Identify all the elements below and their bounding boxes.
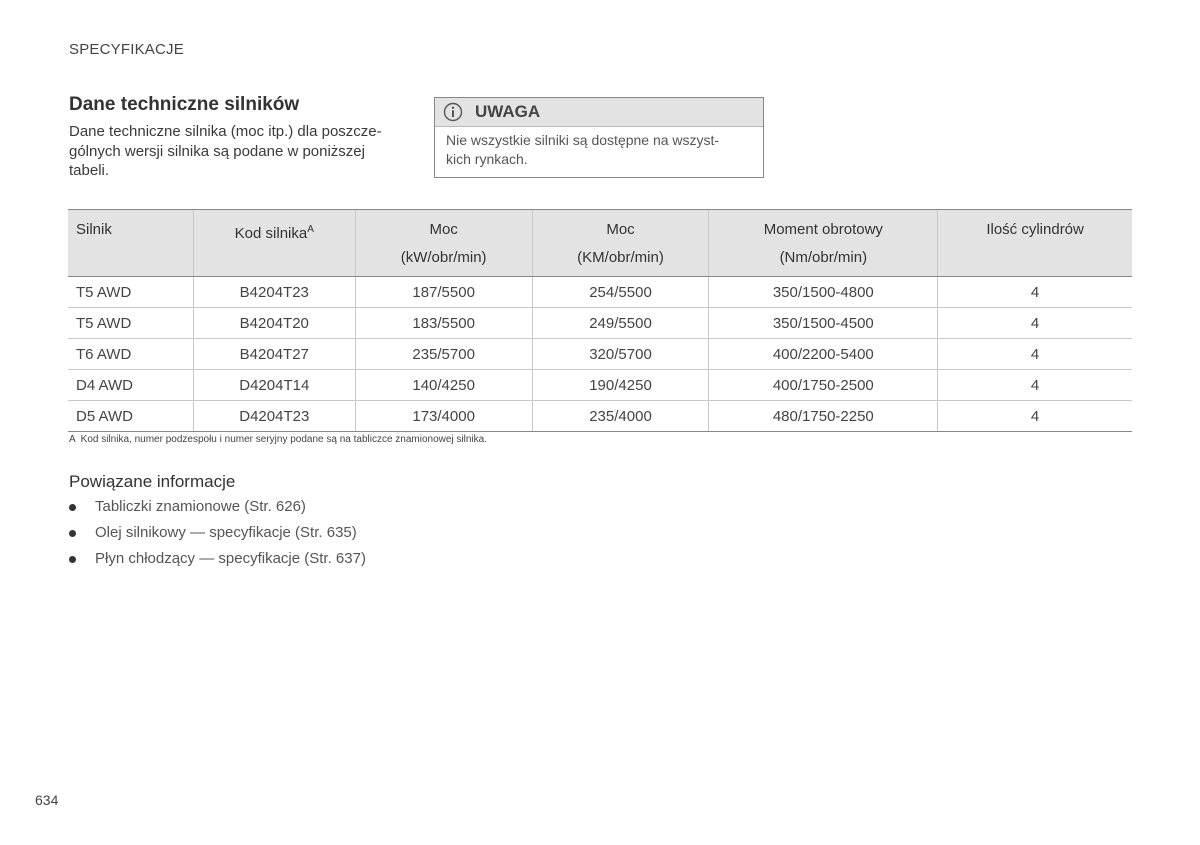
table-row bbox=[68, 277, 1132, 308]
cell-torque: 350/1500-4800 bbox=[709, 277, 938, 308]
cell-power-kw: 187/5500 bbox=[355, 277, 532, 308]
header-power-kw-line1: Moc bbox=[429, 221, 458, 238]
related-info-list bbox=[69, 494, 366, 572]
notice-line-2: kich rynkach. bbox=[446, 151, 528, 167]
cell-power-km: 190/4250 bbox=[532, 370, 709, 401]
cell-cylinders: 4 bbox=[938, 401, 1132, 432]
footnote-text: Kod silnika, numer podzespołu i numer seryjny podane są na tabliczce znamionowej silnika. bbox=[80, 434, 487, 445]
header-cylinders: Ilość cylindrów bbox=[938, 210, 1132, 277]
cell-code: B4204T27 bbox=[193, 339, 355, 370]
cell-code: B4204T23 bbox=[193, 277, 355, 308]
list-item[interactable] bbox=[69, 494, 366, 520]
header-power-km bbox=[532, 210, 709, 277]
engine-specs-table bbox=[68, 209, 1132, 432]
footnote-mark: A bbox=[69, 434, 76, 445]
cell-code: B4204T20 bbox=[193, 308, 355, 339]
list-item[interactable] bbox=[69, 546, 366, 572]
header-torque bbox=[709, 210, 938, 277]
table-row bbox=[68, 401, 1132, 432]
header-torque-line1: Moment obrotowy bbox=[763, 221, 883, 238]
intro-line-2: gólnych wersji silnika są podane w poniższej bbox=[69, 142, 365, 160]
related-link-label[interactable]: Olej silnikowy — specyfikacje (Str. 635) bbox=[95, 524, 357, 541]
cell-power-km: 320/5700 bbox=[532, 339, 709, 370]
cell-torque: 480/1750-2250 bbox=[709, 401, 938, 432]
cell-engine: T5 AWD bbox=[68, 277, 193, 308]
cell-power-kw: 173/4000 bbox=[355, 401, 532, 432]
bullet-icon bbox=[69, 556, 76, 563]
cell-cylinders: 4 bbox=[938, 339, 1132, 370]
cell-cylinders: 4 bbox=[938, 370, 1132, 401]
cell-power-kw: 140/4250 bbox=[355, 370, 532, 401]
cell-engine: D4 AWD bbox=[68, 370, 193, 401]
list-item[interactable] bbox=[69, 520, 366, 546]
notice-header bbox=[435, 98, 763, 127]
header-engine: Silnik bbox=[68, 210, 193, 277]
intro-line-3: tabeli. bbox=[69, 162, 110, 179]
cell-torque: 400/1750-2500 bbox=[709, 370, 938, 401]
table-row bbox=[68, 370, 1132, 401]
header-code-label: Kod silnika bbox=[234, 225, 308, 242]
info-circle-icon bbox=[443, 102, 463, 122]
related-link-label[interactable]: Płyn chłodzący — specyfikacje (Str. 637) bbox=[95, 550, 366, 567]
table-row bbox=[68, 339, 1132, 370]
bullet-icon bbox=[69, 530, 76, 537]
header-code bbox=[193, 210, 355, 277]
cell-engine: T5 AWD bbox=[68, 308, 193, 339]
notice-line-1: Nie wszystkie silniki są dostępne na wszyst- bbox=[446, 132, 720, 148]
header-code-footnote-mark: A bbox=[307, 224, 314, 235]
cell-code: D4204T23 bbox=[193, 401, 355, 432]
table-footnote bbox=[69, 434, 487, 445]
cell-cylinders: 4 bbox=[938, 277, 1132, 308]
header-power-km-line2: (KM/obr/min) bbox=[577, 249, 664, 266]
table-header-row bbox=[68, 210, 1132, 277]
notice-box bbox=[434, 97, 764, 178]
notice-body bbox=[435, 127, 763, 169]
page-title: Dane techniczne silników bbox=[69, 94, 300, 115]
cell-power-kw: 235/5700 bbox=[355, 339, 532, 370]
cell-engine: T6 AWD bbox=[68, 339, 193, 370]
cell-power-km: 235/4000 bbox=[532, 401, 709, 432]
header-power-kw-line2: (kW/obr/min) bbox=[400, 249, 487, 266]
section-header: SPECYFIKACJE bbox=[69, 41, 184, 58]
cell-cylinders: 4 bbox=[938, 308, 1132, 339]
cell-code: D4204T14 bbox=[193, 370, 355, 401]
related-info-section bbox=[69, 472, 366, 572]
cell-power-km: 254/5500 bbox=[532, 277, 709, 308]
notice-title: UWAGA bbox=[475, 102, 541, 121]
cell-power-km: 249/5500 bbox=[532, 308, 709, 339]
header-torque-line2: (Nm/obr/min) bbox=[779, 249, 868, 266]
cell-power-kw: 183/5500 bbox=[355, 308, 532, 339]
cell-torque: 350/1500-4500 bbox=[709, 308, 938, 339]
related-link-label[interactable]: Tabliczki znamionowe (Str. 626) bbox=[95, 498, 306, 515]
page-number: 634 bbox=[35, 792, 59, 808]
intro-line-1: Dane techniczne silnika (moc itp.) dla poszcze- bbox=[69, 123, 382, 140]
related-info-title: Powiązane informacje bbox=[69, 472, 236, 491]
cell-engine: D5 AWD bbox=[68, 401, 193, 432]
table-row bbox=[68, 308, 1132, 339]
bullet-icon bbox=[69, 504, 76, 511]
intro-section bbox=[69, 94, 399, 181]
cell-torque: 400/2200-5400 bbox=[709, 339, 938, 370]
intro-paragraph bbox=[69, 122, 399, 181]
header-power-kw bbox=[355, 210, 532, 277]
header-power-km-line1: Moc bbox=[606, 221, 635, 238]
